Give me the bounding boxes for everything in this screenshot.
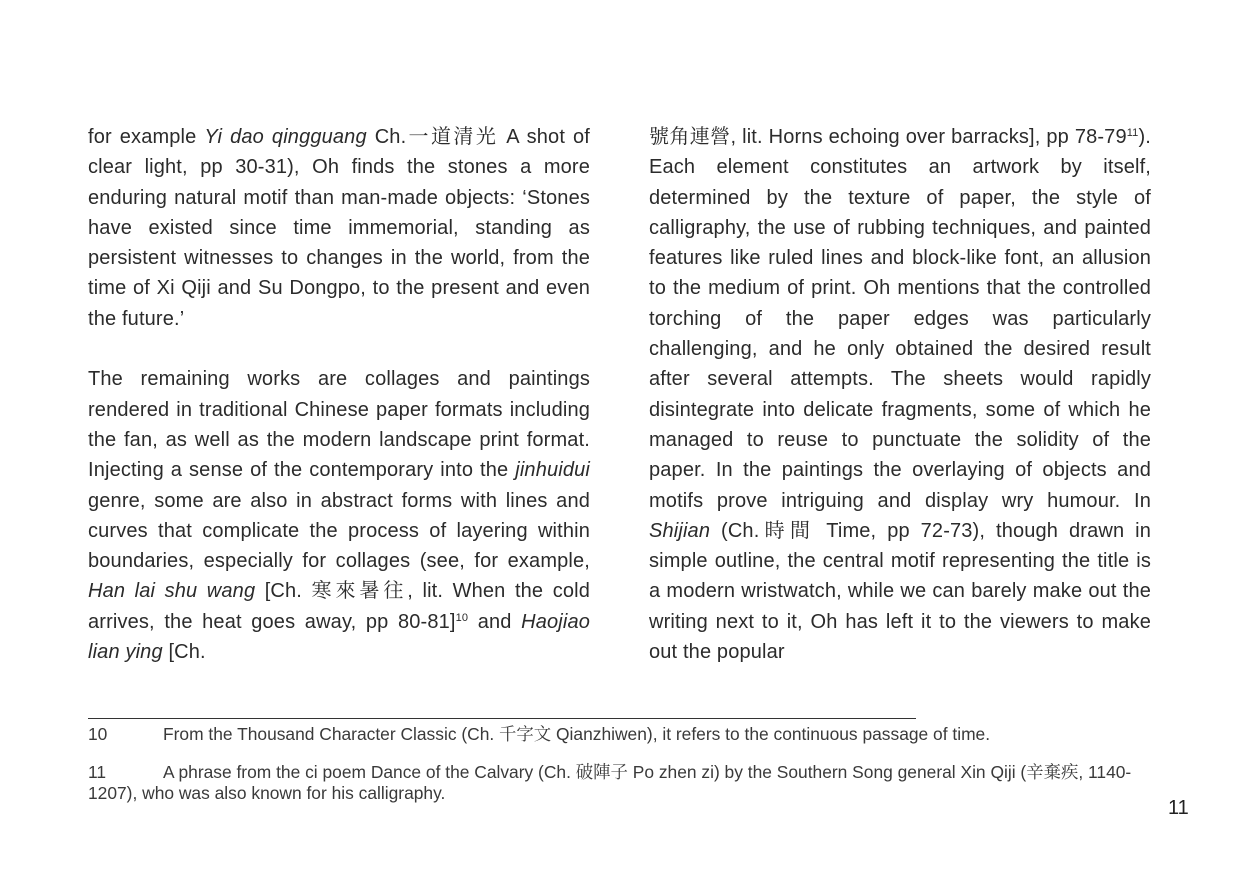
artwork-title: Han lai shu wang [88, 580, 256, 603]
genre-term: jinhuidui [515, 459, 590, 482]
footnote-ref[interactable]: 11 [1126, 127, 1139, 139]
footnote-text: From the Thousand Character Classic (Ch. 千字文 Qianzhiwen), it refers to the continuous passage of time. [163, 724, 991, 744]
footnote-text: A phrase from the ci poem Dance of the Calvary (Ch. 破陣子 Po zhen zi) by the Southern Song general Xin Qiji (辛棄疾, 1140-1207), who was also known for his calligraphy. [88, 762, 1132, 803]
footnote-ref[interactable]: 10 [455, 611, 469, 624]
footnote [88, 762, 1158, 803]
right-text-column [649, 122, 1151, 667]
left-text-column [88, 122, 590, 667]
artwork-title: Yi dao qingguang [204, 126, 367, 148]
footnote-divider [88, 718, 916, 719]
footnote-number: 10 [88, 724, 108, 744]
footnote [88, 724, 1158, 745]
page-number: 11 [1168, 797, 1189, 819]
paragraph: The remaining works are collages and paintings rendered in traditional Chinese paper formats including the fan, as well as the modern landscape print format. Injecting a sense of the contemporary into the jinhuidui genre, some are also in abstract forms with lines and curves that complicate the process of layering within boundaries, especially for collages (see, for example, Han lai shu wang [Ch. 寒來暑往, lit. When the cold arrives, the heat goes away, pp 80-81]$^{10}$ and Haojiao lian ying [Ch. [88, 368, 591, 664]
footnote-number: 11 [88, 762, 107, 782]
artwork-title: Shijian [649, 519, 711, 542]
paragraph: 號角連營, lit. Horns echoing over barracks], pp $78-79^{11}$). Each element constitutes an artwork by itself, determined by the texture of paper, the style of calligraphy, the use of rubbing techniques, and painted features like ruled lines and block-like font, an allusion to the medium of print. Oh mentions that the controlled torching of the paper edges was particularly challenging, and he only obtained the desired result after several attempts. The sheets would rapidly disintegrate into delicate fragments, some of which he managed to reuse to punctuate the solidity of the paper. In the paintings the overlaying of objects and motifs prove intriguing and display wry humour. In Shijian (Ch.時間 Time, pp 72-73), though drawn in simple outline, the central motif representing the title is a modern wristwatch, while we can barely make out the writing next to it, Oh has left it to the viewers to make out the popular [649, 126, 1151, 664]
paragraph: for example Yi dao qingguang Ch.一道清光 A shot of clear light, pp 30-31), Oh finds the stones a more enduring natural motif than man-made objects: ‘Stones have existed since time immemorial, standing as persistent witnesses to changes in the world, from the time of Xi Qiji and Su Dongpo, to the present and even the future.’ [88, 126, 590, 330]
artwork-title: Haojiao lian ying [88, 610, 591, 664]
